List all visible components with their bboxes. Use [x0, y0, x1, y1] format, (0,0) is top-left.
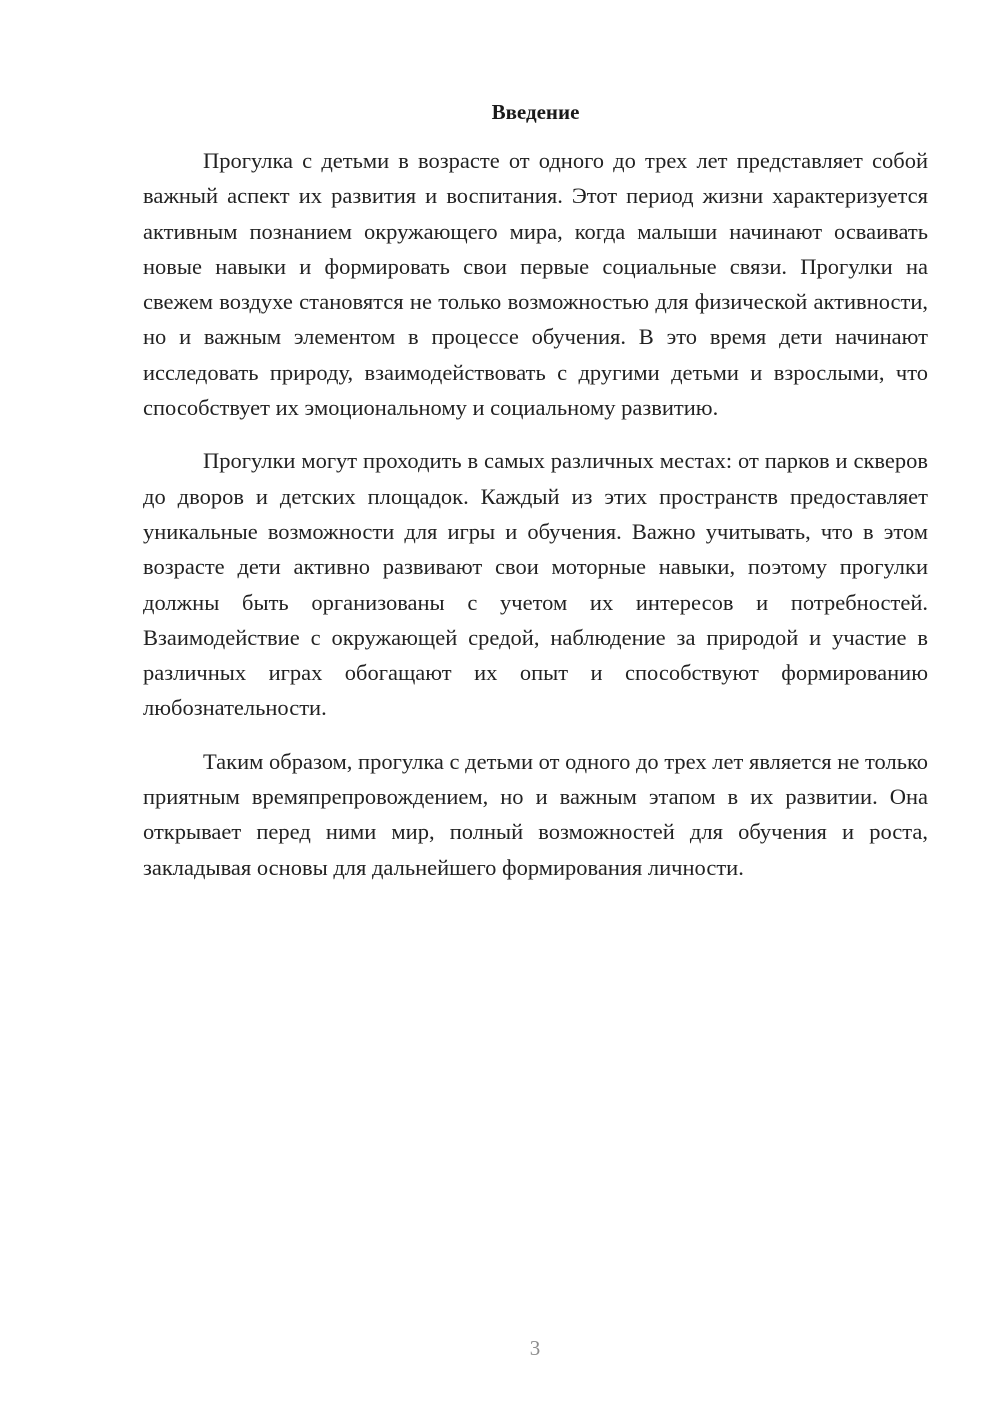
section-heading: Введение — [491, 100, 580, 124]
paragraph-3: Таким образом, прогулка с детьми от одного до трех лет является не только приятным времяпрепровождением, но и важным этапом в их развитии. Она открывает перед ними мир, полный возможностей для обучения и роста, закладывая основы для дальнейшего формирования личности. — [143, 748, 928, 880]
body-text — [143, 143, 928, 903]
paragraph-2: Прогулки могут проходить в самых различных местах: от парков и скверов до дворов и детских площадок. Каждый из этих пространств предоставляет уникальные возможности для игры и обучения. Важно учитывать, что в этом возрасте дети активно развивают свои моторные навыки, поэтому прогулки должны быть организованы с учетом их интересов и потребностей. Взаимодействие с окружающей средой, наблюдение за природой и участие в различных играх обогащают их опыт и способствуют формированию любознательности. — [143, 448, 928, 721]
page-number: 3 — [529, 1336, 541, 1360]
paragraph-1: Прогулка с детьми в возрасте от одного до трех лет представляет собой важный аспект их развития и воспитания. Этот период жизни характеризуется активным познанием окружающего мира, когда малыши начинают осваивать новые навыки и формировать свои первые социальные связи. Прогулки на свежем воздухе становятся не только возможностью для физической активности, но и важным элементом в процессе обучения. В это время дети начинают исследовать природу, взаимодействовать с другими детьми и взрослыми, что способствует их эмоциональному и социальному развитию. — [143, 148, 928, 421]
